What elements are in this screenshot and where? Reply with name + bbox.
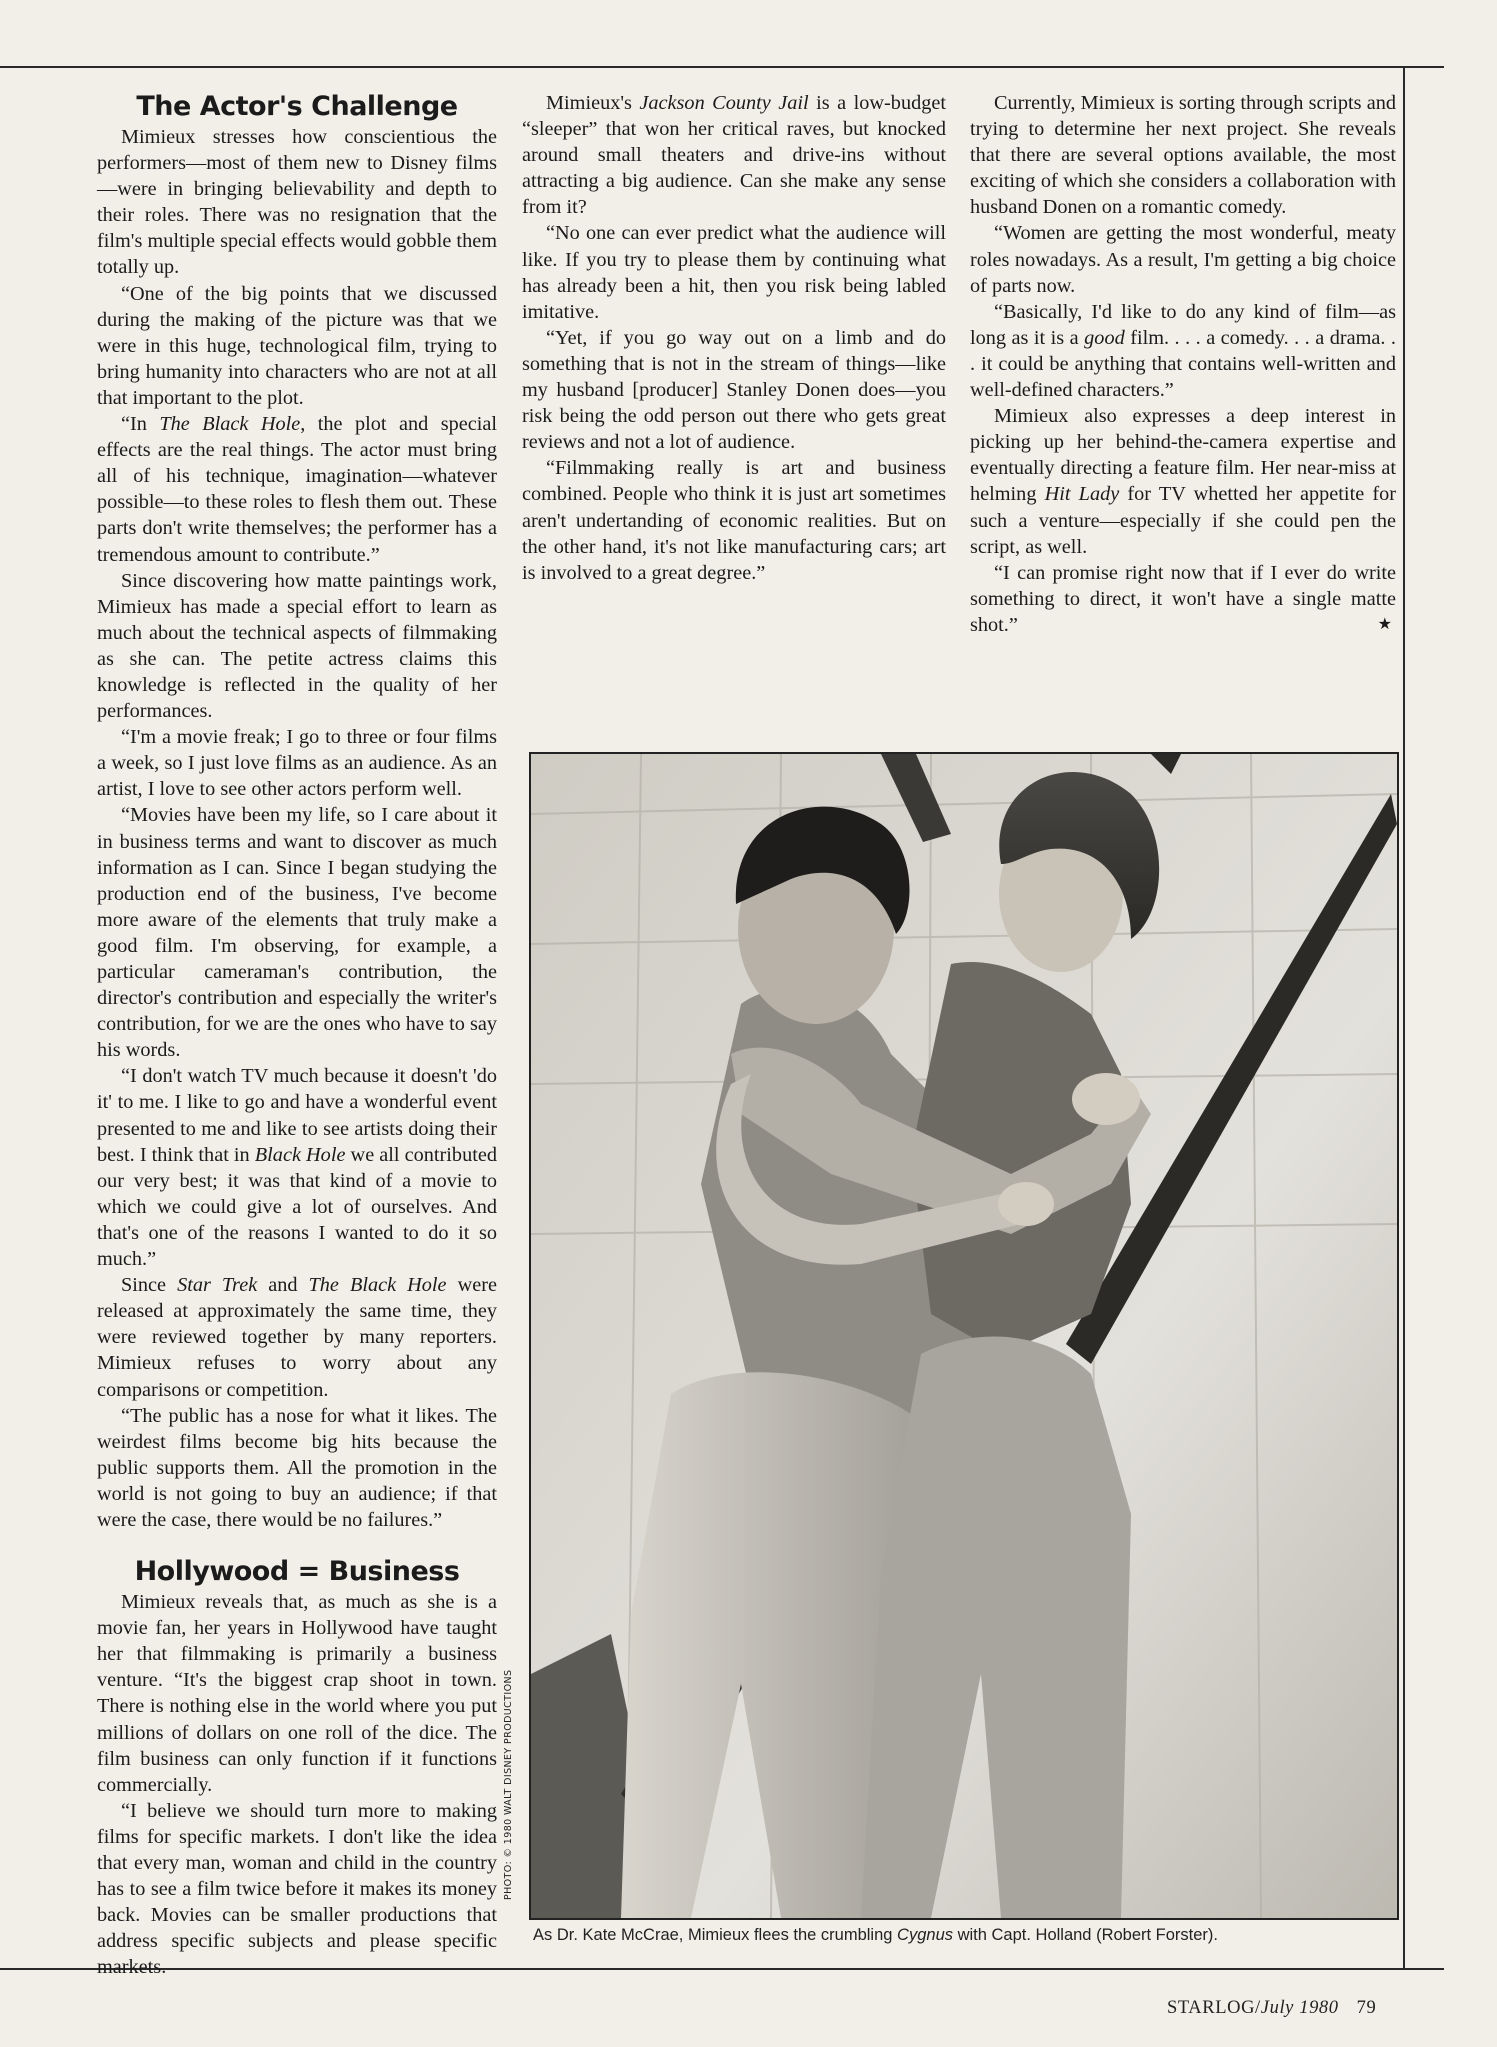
section-heading-actors-challenge: The Actor's Challenge — [136, 91, 458, 122]
photo-illustration — [531, 754, 1397, 1918]
paragraph: “Yet, if you go way out on a limb and do something that is not in the stream of things—like my husband [producer] Stanley Donen does—you risk being the odd person out there who gets great reviews and not a lot of audience. — [522, 326, 946, 454]
paragraph: “I don't watch TV much because it doesn't 'do it' to me. I like to go and have a wonderful event presented to me and like to see artists doing their best. I think that in Black Hole we all contributed our very best; it was that kind of a movie to which we could give a lot of ourselves. And that's one of the reasons I wanted to do it so much.” — [97, 1065, 497, 1271]
paragraph: Mimieux's Jackson County Jail is a low-budget “sleeper” that won her critical raves, but knocked around small theaters and drive-ins without attracting a big audience. Can she make any sense from it? — [522, 92, 946, 219]
film-still-photo — [529, 752, 1399, 1920]
page-footer — [1167, 1998, 1376, 2019]
paragraph: “I'm a movie freak; I go to three or four films a week, so I just love films as an audience. As an artist, I love to see other actors perform well. — [97, 726, 497, 801]
paragraph: “Basically, I'd like to do any kind of film—as long as it is a good film. . . . a comedy. . . a drama. . . it could be anything that contains well-written and well-defined characters.” — [970, 300, 1396, 402]
section-heading-hollywood-business: Hollywood = Business — [134, 1556, 460, 1588]
paragraph: Currently, Mimieux is sorting through scripts and trying to determine her next project. She reveals that there are several options available, the most exciting of which she considers a collaboration with husband Donen on a romantic comedy. — [970, 92, 1396, 219]
paragraph: “No one can ever predict what the audience will like. If you try to please them by continuing what has already been a hit, then you risk being labled imitative. — [522, 222, 946, 323]
photo-caption: As Dr. Kate McCrae, Mimieux flees the crumbling Cygnus with Capt. Holland (Robert Forster). — [533, 1926, 1219, 1944]
paragraph: Since discovering how matte paintings work, Mimieux has made a special effort to learn as much about the technical aspects of filmmaking as she can. The petite actress claims this knowledge is reflected in the quality of her performances. — [97, 569, 497, 723]
paragraph: “In The Black Hole, the plot and special effects are the real things. The actor must bring all of his technique, imagination—whatever possible—to these roles to flesh them out. These parts don't write themselves; the performer has a tremendous amount to contribute.” — [97, 413, 498, 566]
paragraph: Mimieux also expresses a deep interest in picking up her behind-the-camera expertise and eventually directing a feature film. Her near-miss at helming Hit Lady for TV whetted her appetite for such a venture—especially if she could pen the script, as well. — [970, 405, 1396, 558]
top-rule — [0, 66, 1444, 68]
paragraph: “Filmmaking really is art and business combined. People who think it is just art sometimes aren't undertanding of economic realities. But on the other hand, it's not like manufacturing cars; art is involved to a great degree.” — [522, 457, 946, 584]
magazine-name: STARLOG/ — [1167, 1998, 1261, 2018]
article-column-1 — [97, 90, 497, 1980]
paragraph: “I can promise right now that if I ever do write something to direct, it won't have a single matte shot.” ★ — [970, 560, 1396, 638]
column-rule — [1403, 66, 1405, 1968]
paragraph: “One of the big points that we discussed during the making of the picture was that we were in this huge, technological film, trying to bring humanity into characters who are not at all that important to the plot. — [97, 282, 497, 409]
paragraph: “I believe we should turn more to making films for specific markets. I don't like the idea that every man, woman and child in the country has to see a film twice before it makes its money back. Movies can be smaller productions that address specific subjects and please specific markets. — [97, 1799, 497, 1979]
paragraph: “Movies have been my life, so I care about it in business terms and want to discover as much information as I can. Since I began studying the production end of the business, I've become more aware of the elements that truly make a good film. I'm observing, for example, a particular cameraman's contribution, the director's contribution and especially the writer's contribution, for we are the ones who have to say his words. — [97, 804, 497, 1062]
paragraph: “Women are getting the most wonderful, meaty roles nowadays. As a result, I'm getting a big choice of parts now. — [970, 222, 1396, 297]
article-column-2 — [522, 90, 946, 586]
paragraph: “The public has a nose for what it likes. The weirdest films become big hits because the public supports them. All the promotion in the world is not going to buy an audience; if that were the case, there would be no failures.” — [97, 1404, 497, 1531]
paragraph: Mimieux reveals that, as much as she is a movie fan, her years in Hollywood have taught her that filmmaking is primarily a business venture. “It's the biggest crap shoot in town. There is nothing else in the world where you put millions of dollars on one roll of the dice. The film business can only function if it functions commercially. — [97, 1591, 497, 1796]
article-column-3 — [970, 90, 1396, 638]
end-mark-icon: ★ — [1377, 615, 1392, 633]
page-number: 79 — [1356, 1998, 1377, 2018]
issue-date: July 1980 — [1260, 1998, 1339, 2018]
photo-credit: PHOTO: © 1980 WALT DISNEY PRODUCTIONS — [503, 1669, 514, 1900]
paragraph: Mimieux stresses how conscientious the performers—most of them new to Disney films—were in bringing believability and depth to their roles. There was no resignation that the film's multiple special effects would gobble them totally up. — [97, 126, 497, 279]
paragraph: Since Star Trek and The Black Hole were released at approximately the same time, they were reviewed together by many reporters. Mimieux refuses to worry about any comparisons or competition. — [97, 1274, 497, 1401]
